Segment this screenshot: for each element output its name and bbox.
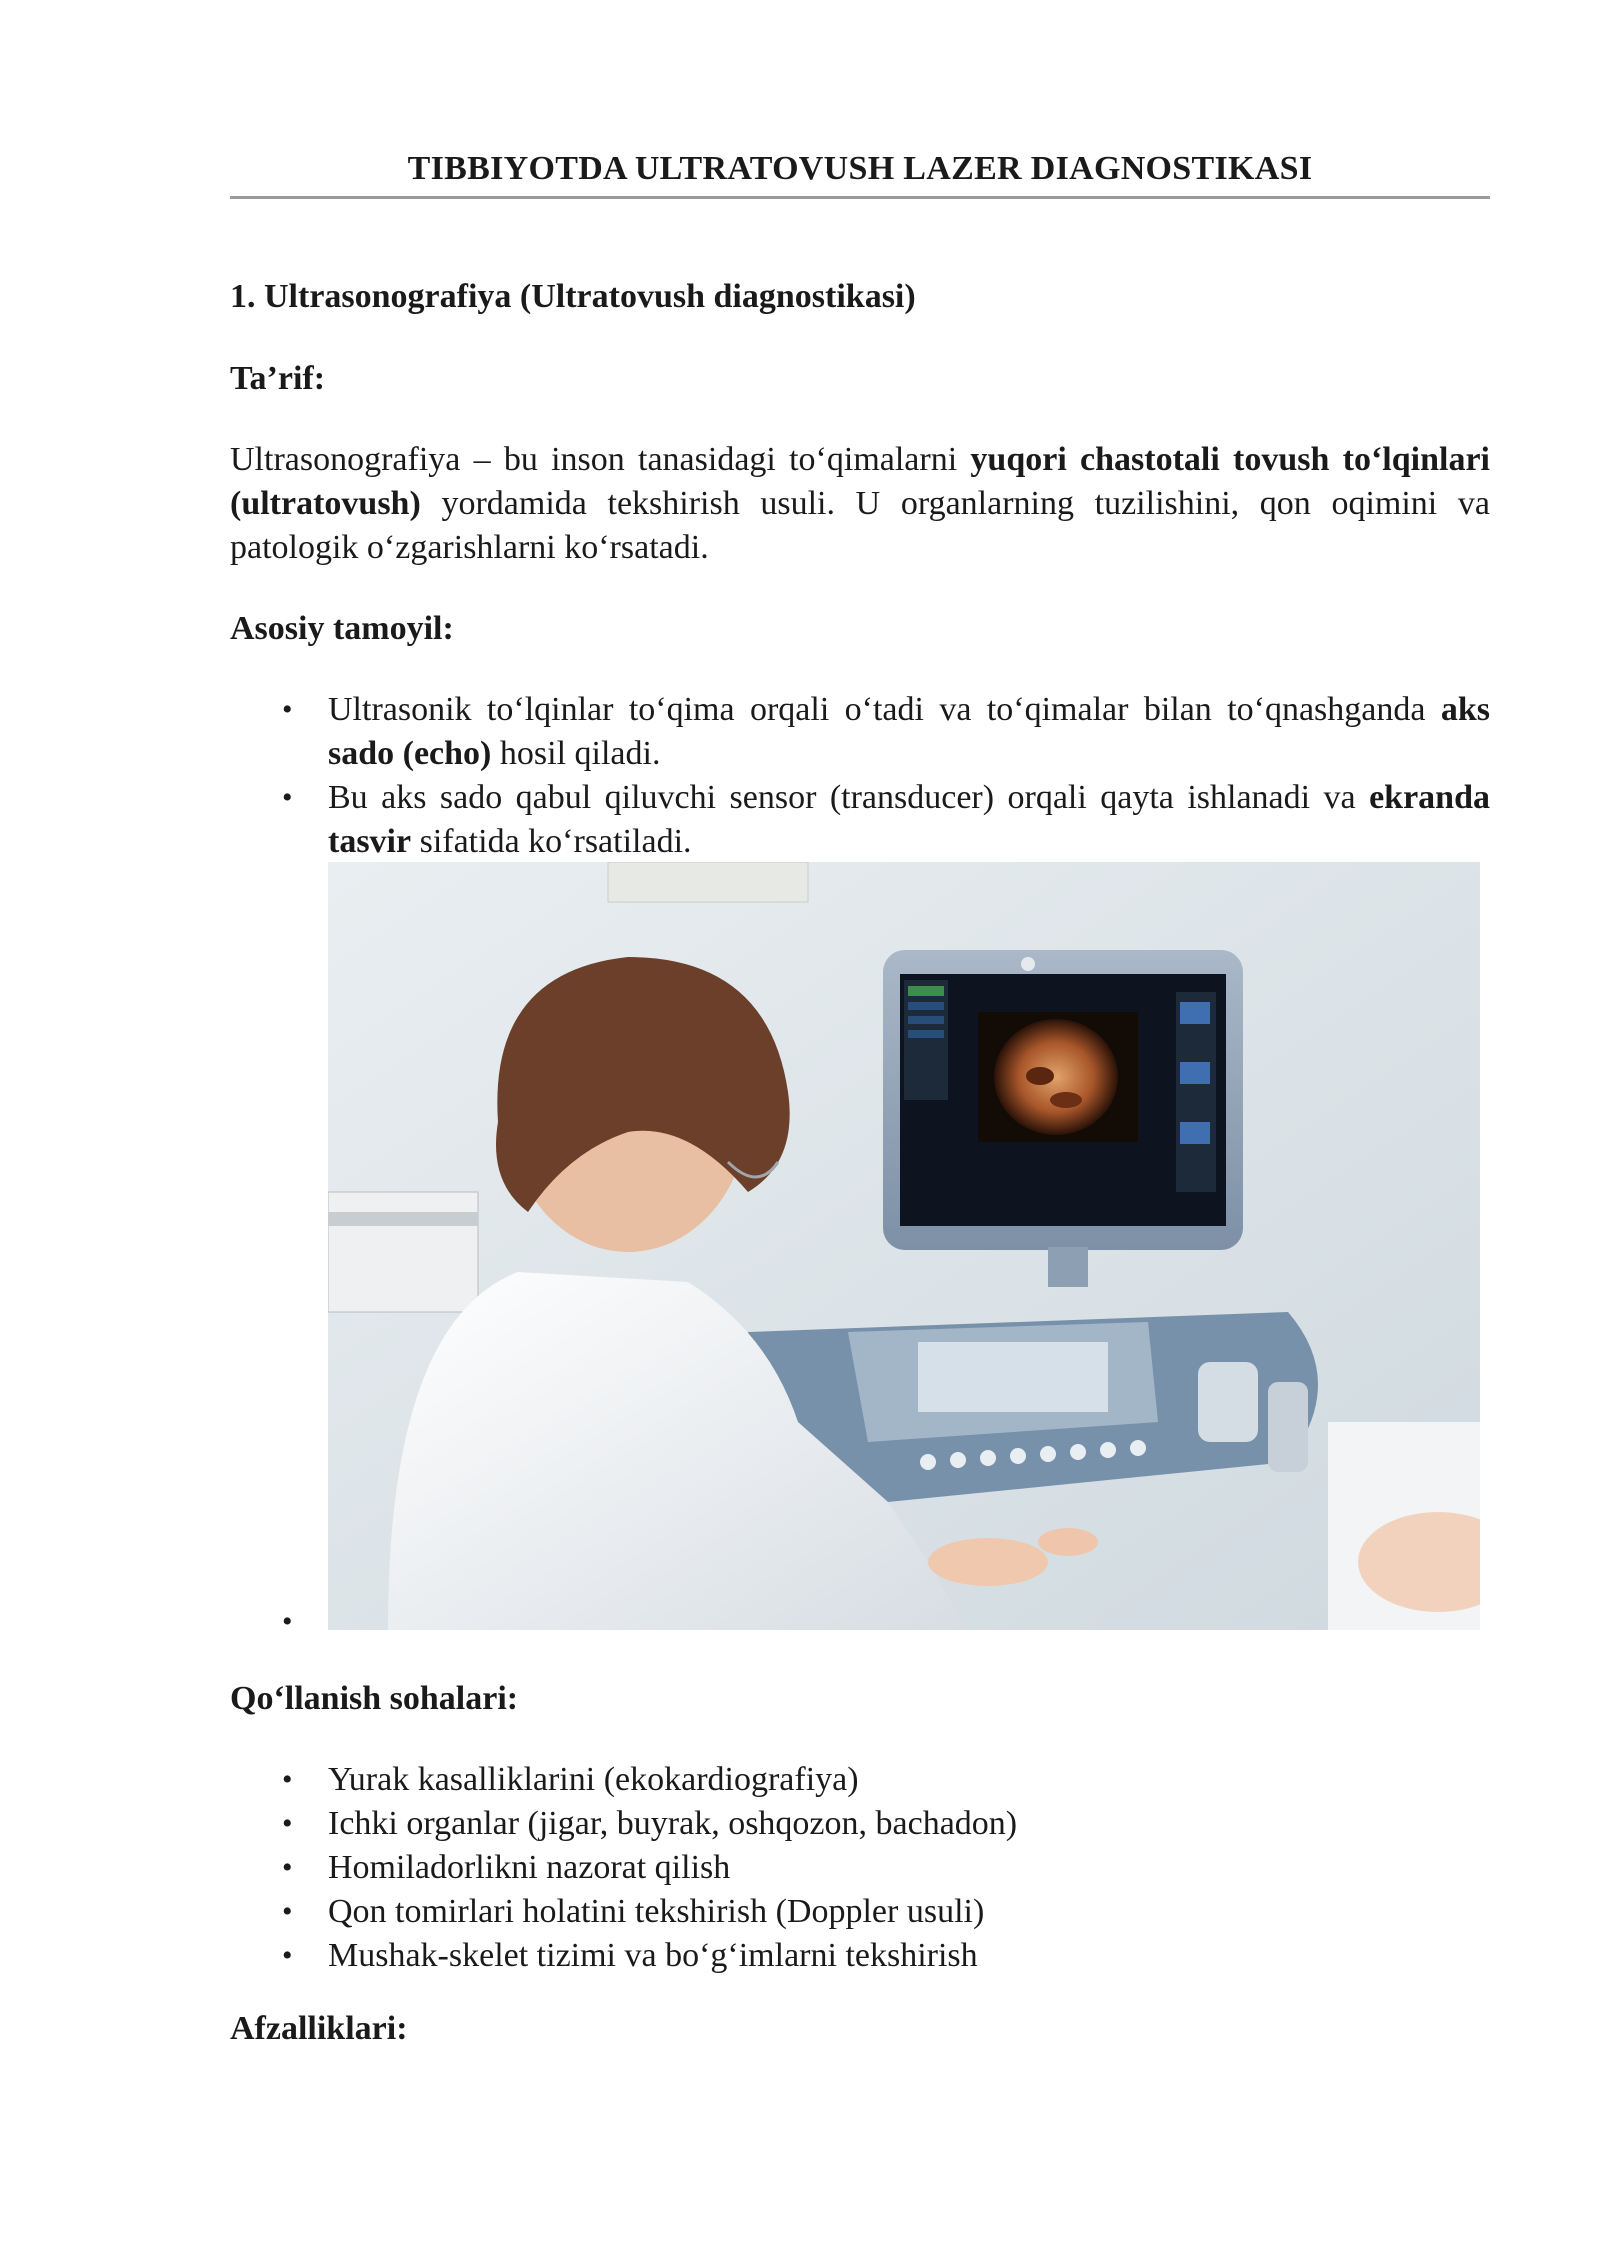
title-divider bbox=[230, 196, 1490, 199]
ultrasound-photo bbox=[328, 862, 1480, 1630]
definition-heading: Ta’rif: bbox=[230, 360, 326, 397]
advantages-heading: Afzalliklari: bbox=[230, 2010, 408, 2047]
list-item: • Ichki organlar (jigar, buyrak, oshqozon, bachadon) bbox=[230, 1802, 1490, 1846]
definition-bold: yuqori chastotali tovush to‘lqinlari (ultratovush) bbox=[230, 441, 1490, 522]
list-item: • Ultrasonik to‘lqinlar to‘qima orqali o‘tadi va to‘qimalar bilan to‘qnashganda aks sado (echo) hosil qiladi. bbox=[230, 688, 1490, 776]
document-title: TIBBIYOTDA ULTRATOVUSH LAZER DIAGNOSTIKASI bbox=[407, 150, 1313, 187]
list-item: • Bu aks sado qabul qiluvchi sensor (transducer) orqali qayta ishlanadi va ekranda tasvir sifatida ko‘rsatiladi. bbox=[230, 776, 1490, 864]
list-item: • Qon tomirlari holatini tekshirish (Doppler usuli) bbox=[230, 1890, 1490, 1934]
principle-heading: Asosiy tamoyil: bbox=[230, 610, 454, 647]
applications-heading: Qo‘llanish sohalari: bbox=[230, 1680, 519, 1717]
definition-paragraph bbox=[230, 438, 1490, 570]
section-heading: 1. Ultrasonografiya (Ultratovush diagnostikasi) bbox=[230, 278, 916, 315]
applications-list bbox=[230, 1758, 1490, 1978]
list-item: • Mushak-skelet tizimi va bo‘g‘imlarni tekshirish bbox=[230, 1934, 1490, 1978]
list-item: • Homiladorlikni nazorat qilish bbox=[230, 1846, 1490, 1890]
list-item: • Yurak kasalliklarini (ekokardiografiya) bbox=[230, 1758, 1490, 1802]
principles-list bbox=[230, 688, 1490, 864]
definition-text-2: yordamida tekshirish usuli. U organlarning tuzilishini, qon oqimini va patologik o‘zgarishlarni ko‘rsatadi. bbox=[230, 485, 1490, 566]
bullet-marker: • bbox=[282, 1605, 293, 1638]
definition-text-1: Ultrasonografiya – bu inson tanasidagi to‘qimalarni bbox=[230, 441, 971, 478]
